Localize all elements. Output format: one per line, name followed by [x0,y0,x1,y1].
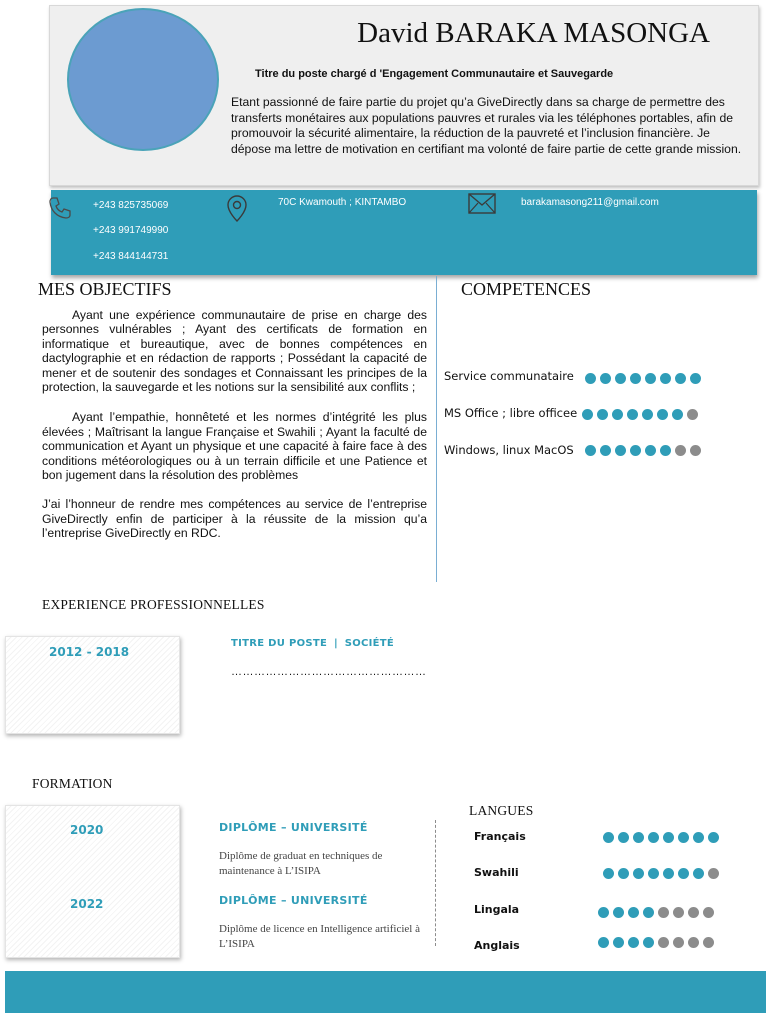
rating-dot-filled [657,409,668,420]
job-title: Titre du poste chargé d 'Engagement Communautaire et Sauvegarde [255,68,614,80]
experience-title [231,638,394,649]
skill-rating-3 [585,445,701,456]
rating-dot-filled [615,445,626,456]
address: 70C Kwamouth ; KINTAMBO [278,197,407,208]
rating-dot-filled [663,832,674,843]
objective-paragraph-1: Ayant une expérience communautaire de prise en charge des personnes vulnérables ; Ayant des certificats de formation en informatique et bureautique, avec de bonnes compétences en dactylographie et en rédaction de rapports ; Possédant la capacité de mener et de soutenir des sondages et Connaissant les principes de la protection, la sauvegarde et les notions sur la sensibilité aux conflits ; [42,308,427,395]
rating-dot-filled [648,868,659,879]
rating-dot-empty [703,937,714,948]
rating-dot-filled [708,832,719,843]
rating-dot-empty [675,445,686,456]
location-pin-icon [225,194,249,224]
rating-dot-filled [693,832,704,843]
rating-dot-filled [663,868,674,879]
formation-divider [435,820,436,946]
language-rating-4 [598,937,714,948]
rating-dot-filled [585,445,596,456]
rating-dot-empty [688,907,699,918]
rating-dot-filled [630,445,641,456]
rating-dot-filled [615,373,626,384]
language-label-4: Anglais [474,939,520,952]
rating-dot-empty [708,868,719,879]
rating-dot-filled [628,937,639,948]
rating-dot-filled [693,868,704,879]
degree-title-2: DIPLÔME – UNIVERSITÉ [219,894,368,907]
rating-dot-filled [600,445,611,456]
title-separator: | [333,638,338,649]
rating-dot-filled [613,907,624,918]
rating-dot-filled [678,868,689,879]
rating-dot-filled [660,445,671,456]
job-position: TITRE DU POSTE [231,638,328,649]
rating-dot-filled [630,373,641,384]
rating-dot-filled [678,832,689,843]
skill-rating-2 [582,409,698,420]
profile-photo [67,8,219,151]
rating-dot-filled [643,907,654,918]
rating-dot-filled [642,409,653,420]
candidate-name: David BARAKA MASONGA [357,17,710,49]
column-divider [436,276,437,582]
language-rating-3 [598,907,714,918]
rating-dot-filled [597,409,608,420]
objectives-heading: MES OBJECTIFS [38,279,172,299]
language-label-1: Français [474,830,526,843]
envelope-icon [468,193,496,214]
experience-detail: …………………………………………… [231,666,427,678]
experience-heading: EXPERIENCE PROFESSIONNELLES [42,597,265,612]
language-label-3: Lingala [474,903,520,916]
rating-dot-filled [612,409,623,420]
rating-dot-empty [673,907,684,918]
rating-dot-filled [618,868,629,879]
rating-dot-filled [645,373,656,384]
rating-dot-filled [645,445,656,456]
objectives-text [42,308,427,541]
rating-dot-filled [585,373,596,384]
competences-heading: COMPETENCES [461,279,592,299]
rating-dot-filled [627,409,638,420]
languages-heading: LANGUES [469,803,534,818]
rating-dot-filled [618,832,629,843]
skill-rating-1 [585,373,701,384]
skill-label-3: Windows, linux MacOS [444,443,574,457]
degree-title-1: DIPLÔME – UNIVERSITÉ [219,821,368,834]
skill-label-2: MS Office ; libre officee [444,406,578,420]
skill-label-1: Service communataire [444,369,574,383]
formation-year-1: 2020 [70,823,104,837]
phone-number-1[interactable]: +243 825735069 [93,200,169,211]
email-link[interactable]: barakamasong211@gmail.com [521,197,659,208]
phone-icon [47,195,73,221]
rating-dot-filled [672,409,683,420]
rating-dot-filled [633,868,644,879]
rating-dot-empty [687,409,698,420]
formation-year-2: 2022 [70,897,104,911]
rating-dot-empty [688,937,699,948]
experience-years: 2012 - 2018 [49,645,130,659]
rating-dot-filled [603,832,614,843]
rating-dot-filled [628,907,639,918]
rating-dot-empty [703,907,714,918]
rating-dot-filled [648,832,659,843]
rating-dot-filled [582,409,593,420]
rating-dot-filled [660,373,671,384]
rating-dot-empty [658,937,669,948]
profile-summary: Etant passionné de faire partie du projet qu’a GiveDirectly dans sa charge de permettre des transferts monétaires aux populations pauvres et rurales via les téléphones portables, afin de promouvoir la sécurité alimentaire, la réduction de la pauvreté et l’inclusion financière. Je dépose ma lettre de motivation en certifiant ma volonté de faire partie de cette grande mission. [231,95,742,156]
rating-dot-filled [598,937,609,948]
language-rating-1 [603,832,719,843]
phone-number-2[interactable]: +243 991749990 [93,225,169,236]
rating-dot-empty [673,937,684,948]
company-name: SOCIÉTÉ [344,638,395,649]
rating-dot-filled [643,937,654,948]
objective-paragraph-3: J’ai l’honneur de rendre mes compétences au service de l’entreprise GiveDirectly enfin de participer à la réussite de la mission qu’a l’entreprise GiveDirectly en RDC. [42,497,427,541]
degree-desc-1: Diplôme de graduat en techniques de maintenance à L’ISIPA [219,850,383,877]
objective-paragraph-2: Ayant l’empathie, honnêteté et les normes d’intégrité les plus élevées ; Maîtrisant la langue Française et Swahili ; Ayant la faculté de communication et Ayant un physique et une capacité à faire face à des conditions météorologiques ou à un terrain difficile et une Patience et bon jugement dans la résolution des problèmes [42,410,427,483]
rating-dot-empty [690,445,701,456]
rating-dot-filled [600,373,611,384]
footer-bar [5,971,766,1013]
rating-dot-filled [598,907,609,918]
phone-number-3[interactable]: +243 844144731 [93,251,169,262]
rating-dot-filled [675,373,686,384]
degree-desc-2: Diplôme de licence en Intelligence artificiel à L’ISIPA [219,923,420,950]
rating-dot-filled [690,373,701,384]
language-rating-2 [603,868,719,879]
rating-dot-filled [633,832,644,843]
rating-dot-empty [658,907,669,918]
rating-dot-filled [603,868,614,879]
rating-dot-filled [613,937,624,948]
language-label-2: Swahili [474,866,519,879]
formation-heading: FORMATION [32,776,113,791]
